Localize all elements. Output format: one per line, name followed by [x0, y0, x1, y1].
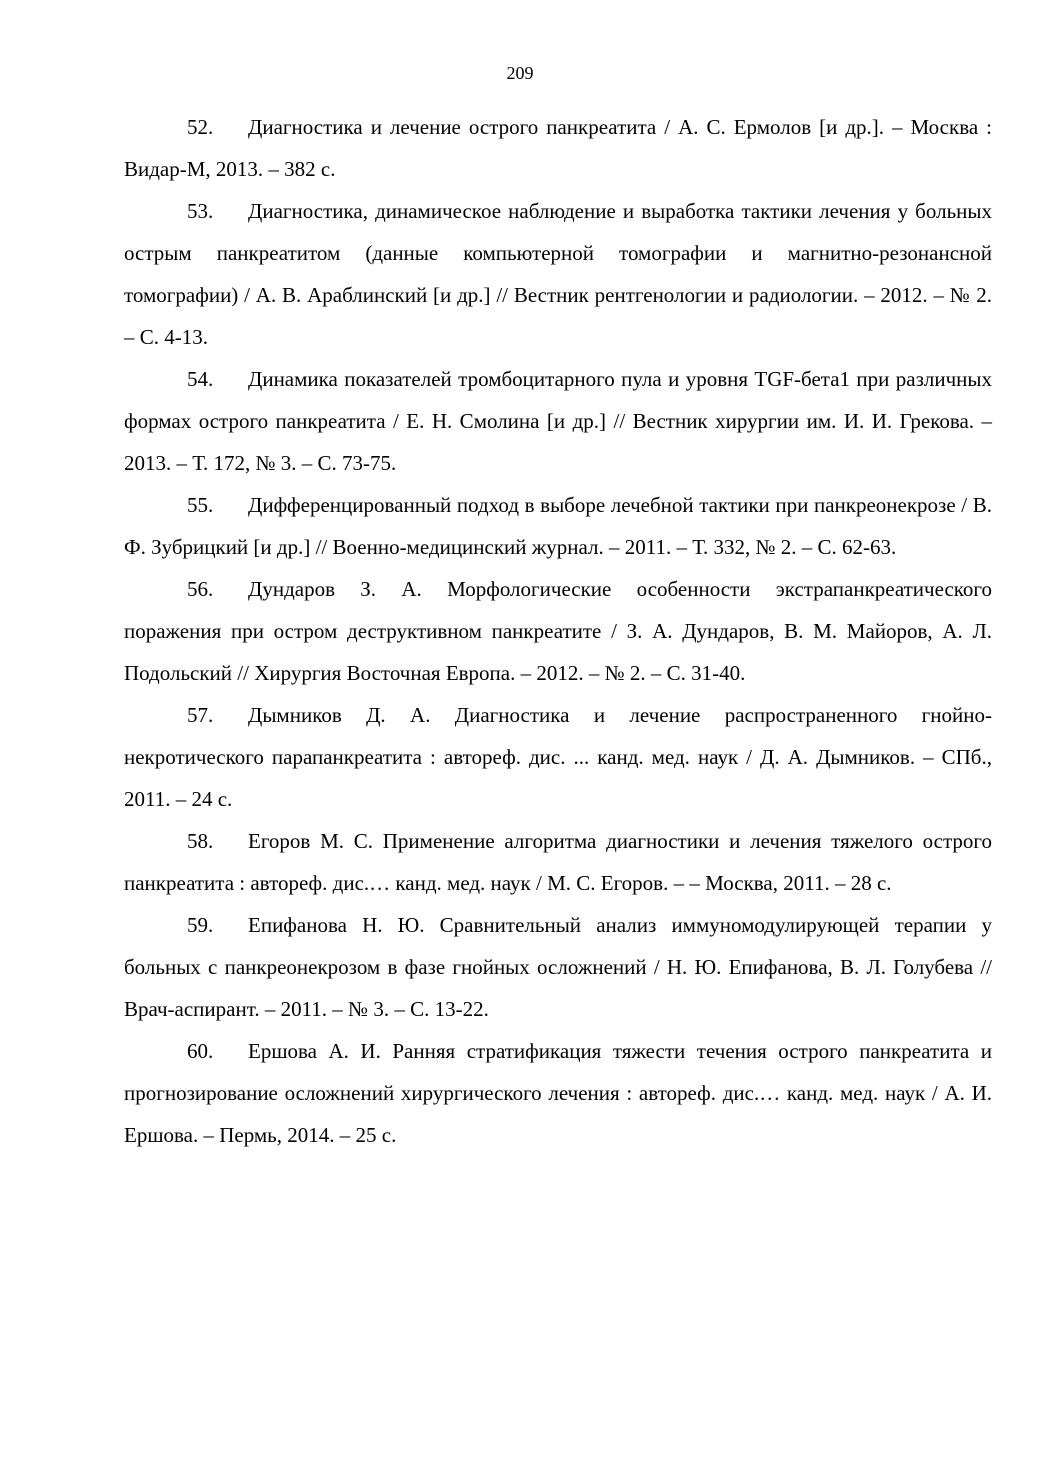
reference-text: Дымников Д. А. Диагностика и лечение распространенного гнойно-некротического парапанкреатита : автореф. дис. ... канд. мед. наук / Д. А. Дымников. – СПб., 2011. – 24 с. [124, 703, 992, 811]
reference-list [124, 106, 992, 1156]
reference-number: 56. [187, 577, 214, 601]
reference-text: Диагностика, динамическое наблюдение и выработка тактики лечения у больных острым панкреатитом (данные компьютерной томографии и магнитно-резонансной томографии) / А. В. Араблинский [и др.] // Вестник рентгенологии и радиологии. – 2012. – № 2. – С. 4-13. [124, 199, 992, 349]
reference-number: 59. [187, 913, 214, 937]
reference-number: 53. [187, 199, 214, 223]
page-number: 209 [506, 63, 534, 83]
reference-number: 55. [187, 493, 214, 517]
reference-text: Динамика показателей тромбоцитарного пула и уровня TGF-бета1 при различных формах острого панкреатита / Е. Н. Смолина [и др.] // Вестник хирургии им. И. И. Грекова. – 2013. – Т. 172, № 3. – С. 73-75. [124, 367, 992, 475]
reference-number: 57. [187, 703, 214, 727]
reference-text: Диагностика и лечение острого панкреатита / А. С. Ермолов [и др.]. – Москва : Видар-М, 2013. – 382 с. [124, 115, 992, 181]
reference-item [124, 1030, 992, 1156]
reference-text: Егоров М. С. Применение алгоритма диагностики и лечения тяжелого острого панкреатита : автореф. дис.… канд. мед. наук / М. С. Егоров. – – Москва, 2011. – 28 с. [124, 829, 992, 895]
reference-text: Епифанова Н. Ю. Сравнительный анализ иммуномодулирующей терапии у больных с панкреонекрозом в фазе гнойных осложнений / Н. Ю. Епифанова, В. Л. Голубева // Врач-аспирант. – 2011. – № 3. – С. 13-22. [124, 913, 992, 1021]
reference-item [124, 568, 992, 694]
reference-item [124, 190, 992, 358]
reference-text: Ершова А. И. Ранняя стратификация тяжести течения острого панкреатита и прогнозирование осложнений хирургического лечения : автореф. дис.… канд. мед. наук / А. И. Ершова. – Пермь, 2014. – 25 с. [124, 1039, 992, 1147]
reference-number: 52. [187, 115, 214, 139]
reference-number: 54. [187, 367, 214, 391]
reference-item [124, 904, 992, 1030]
reference-item [124, 820, 992, 904]
reference-item [124, 694, 992, 820]
reference-text: Дифференцированный подход в выборе лечебной тактики при панкреонекрозе / В. Ф. Зубрицкий [и др.] // Военно-медицинский журнал. – 2011. – Т. 332, № 2. – С. 62-63. [124, 493, 992, 559]
reference-item [124, 106, 992, 190]
reference-item [124, 484, 992, 568]
reference-item [124, 358, 992, 484]
reference-number: 60. [187, 1039, 214, 1063]
reference-number: 58. [187, 829, 214, 853]
reference-text: Дундаров З. А. Морфологические особенности экстрапанкреатического поражения при остром деструктивном панкреатите / З. А. Дундаров, В. М. Майоров, А. Л. Подольский // Хирургия Восточная Европа. – 2012. – № 2. – С. 31-40. [124, 577, 992, 685]
